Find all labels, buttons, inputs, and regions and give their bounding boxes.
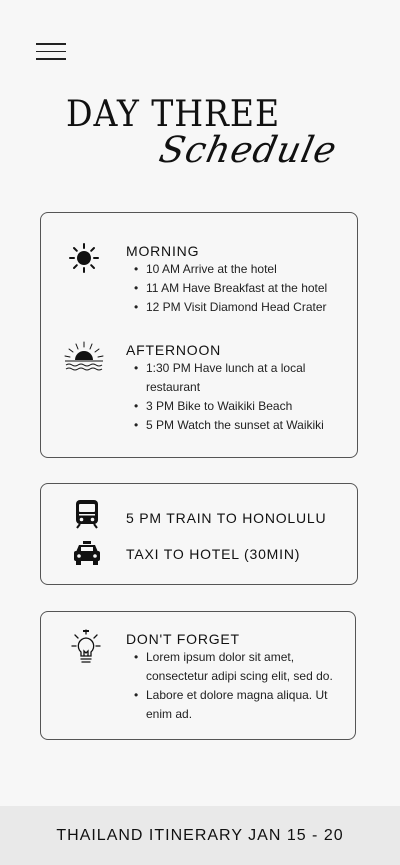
train-icon: [74, 499, 100, 529]
list-item: • 10 AM Arrive at the hotel: [126, 260, 327, 279]
sun-icon: [68, 242, 100, 274]
taxi-label: TAXI TO HOTEL (30MIN): [126, 546, 301, 562]
menu-line: [36, 43, 66, 45]
footer-text: THAILAND ITINERARY JAN 15 - 20: [56, 826, 344, 844]
menu-line: [36, 58, 66, 60]
taxi-icon: [73, 540, 101, 566]
menu-line: [36, 51, 66, 53]
list-item: • Labore et dolore magna aliqua. Ut enim ad.: [126, 686, 348, 724]
list-item: • 3 PM Bike to Waikiki Beach: [126, 397, 348, 416]
list-item: • Lorem ipsum dolor sit amet, consectetur adipi scing elit, sed do.: [126, 648, 348, 686]
afternoon-heading: AFTERNOON: [126, 342, 222, 358]
train-label: 5 PM TRAIN TO HONOLULU: [126, 510, 327, 526]
reminder-heading: DON'T FORGET: [126, 631, 240, 647]
morning-list: [126, 260, 327, 317]
reminder-section: [126, 631, 348, 724]
morning-section: [126, 243, 327, 317]
hamburger-menu-icon[interactable]: [36, 43, 66, 60]
sunset-icon: [64, 341, 104, 373]
afternoon-list: [126, 359, 348, 435]
afternoon-section: [126, 342, 348, 435]
footer-bar: [0, 806, 400, 865]
page-title: DAY THREE: [66, 94, 281, 135]
list-item: • 12 PM Visit Diamond Head Crater: [126, 298, 327, 317]
list-item: • 11 AM Have Breakfast at the hotel: [126, 279, 327, 298]
list-item: • 5 PM Watch the sunset at Waikiki: [126, 416, 348, 435]
page-subtitle: Schedule: [155, 130, 341, 171]
reminder-list: [126, 648, 348, 724]
morning-heading: MORNING: [126, 243, 200, 259]
list-item: • 1:30 PM Have lunch at a local restaurant: [126, 359, 348, 397]
lightbulb-icon: [70, 628, 102, 668]
